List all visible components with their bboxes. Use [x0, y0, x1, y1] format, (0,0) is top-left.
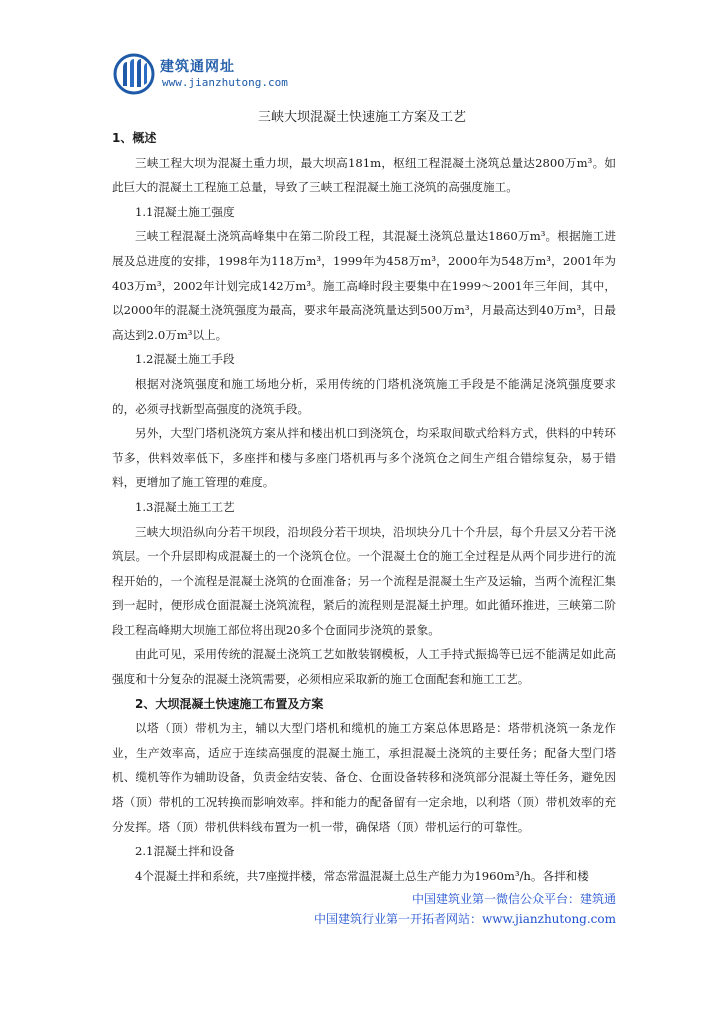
footer-website-link[interactable]: 中国建筑行业第一开拓者网站：www.jianzhutong.com	[313, 912, 616, 926]
section-2-paragraph: 以塔（顶）带机为主，辅以大型门塔机和缆机的施工方案总体思路是：塔带机浇筑一条龙作业，生产效率高，适应于连续高强度的混凝土施工，承担混凝土浇筑的主要任务；配备大型门塔机、缆机等作为辅助设备，负责金结安装、备仓、仓面设备转移和浇筑部分混凝土等任务，避免因塔（顶）带机的工况转换而影响效率。拌和能力的配备留有一定余地，以利塔（顶）带机效率的充分发挥。塔（顶）带机供料线布置为一机一带，确保塔（顶）带机运行的可靠性。	[112, 721, 616, 834]
section-2-heading: 2、大坝混凝土快速施工布置及方案	[135, 696, 324, 711]
section-1-1-heading: 1.1混凝土施工强度	[135, 204, 235, 219]
section-1-2-paragraph-2: 另外，大型门塔机浇筑方案从拌和楼出机口到浇筑仓，均采取间歇式给料方式，供料的中转环节多，供料效率低下，多座拌和楼与多座门塔机再与多个浇筑仓之间生产组合错综复杂，易于错料，更增加了施工管理的难度。	[112, 426, 616, 490]
document-title: 三峡大坝混凝土快速施工方案及工艺	[257, 110, 466, 125]
section-1-heading: 1、概述	[112, 131, 157, 145]
document-body	[112, 126, 616, 888]
section-1-3-heading: 1.3混凝土施工工艺	[135, 499, 235, 514]
footer-wechat-line: 中国建筑业第一微信公众平台：建筑通	[411, 892, 616, 906]
section-2-1-heading: 2.1混凝土拌和设备	[135, 844, 235, 859]
section-1-2-paragraph-1: 根据对浇筑强度和施工场地分析，采用传统的门塔机浇筑施工手段是不能满足浇筑强度要求的，必须寻找新型高强度的浇筑手段。	[112, 376, 616, 416]
brand-name: 建筑通网址	[160, 59, 235, 75]
section-1-3-paragraph-1: 三峡大坝沿纵向分若干坝段，沿坝段分若干坝块，沿坝块分几十个升层，每个升层又分若干浇筑层。一个升层即构成混凝土的一个浇筑仓位。一个混凝土仓的施工全过程是从两个同步进行的流程开始的，一个流程是混凝土浇筑的仓面准备；另一个流程是混凝土生产及运输，当两个流程汇集到一起时，便形成仓面混凝土浇筑流程，紧后的流程则是混凝土护理。如此循环推进，三峡第二阶段工程高峰期大坝施工部位将出现20多个仓面同步浇筑的景象。	[112, 524, 616, 637]
section-1-paragraph: 三峡工程大坝为混凝土重力坝，最大坝高181m，枢纽工程混凝土浇筑总量达2800万m³。如此巨大的混凝土工程施工总量，导致了三峡工程混凝土施工浇筑的高强度施工。	[112, 155, 616, 195]
section-1-1-paragraph: 三峡工程混凝土浇筑高峰集中在第二阶段工程，其混凝土浇筑总量达1860万m³。根据施工进展及总进度的安排，1998年为118万m³，1999年为458万m³，2000年为548万m³，2001年为403万m³，2002年计划完成142万m³。施工高峰时段主要集中在1999～2001年三年间，其中，以2000年的混凝土浇筑强度为最高，要求年最高浇筑量达到500万m³，月最高达到40万m³，日最高达到2.0万m³以上。	[112, 229, 616, 342]
section-1-2-heading: 1.2混凝土施工手段	[135, 352, 235, 367]
section-2-1-paragraph: 4个混凝土拌和系统，共7座搅拌楼，常态常温混凝土总生产能力为1960m³/h。各拌和楼	[135, 868, 589, 883]
brand-url[interactable]: www.jianzhutong.com	[162, 76, 288, 89]
section-1-3-paragraph-2: 由此可见，采用传统的混凝土浇筑工艺如散装钢模板，人工手持式振捣等已远不能满足如此高强度和十分复杂的混凝土浇筑需要，必须相应采取新的施工仓面配套和施工工艺。	[112, 647, 616, 687]
site-logo[interactable]	[112, 52, 342, 102]
globe-logo-icon	[112, 52, 156, 96]
page-footer	[314, 889, 616, 929]
